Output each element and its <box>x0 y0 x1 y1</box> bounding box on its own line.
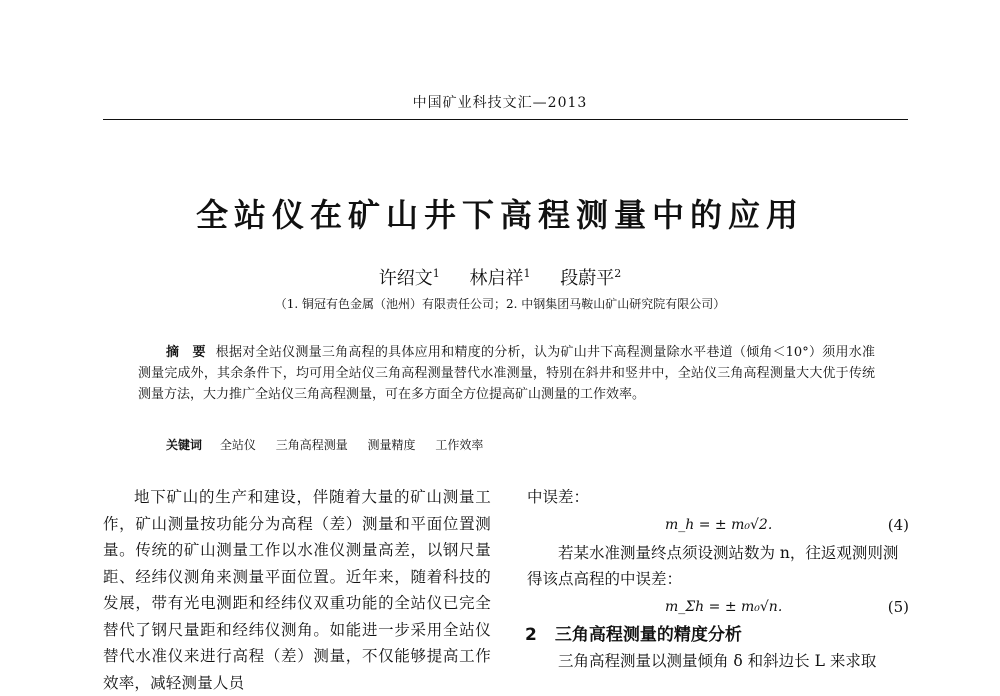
affiliation: （1. 铜冠有色金属（池州）有限责任公司；2. 中钢集团马鞍山矿山研究院有限公司） <box>274 297 726 311</box>
body-paragraph: 地下矿山的生产和建设，伴随着大量的矿山测量工作，矿山测量按功能分为高程（差）测量和平面位置测量。传统的矿山测量工作以水准仪测量高差，以钢尺量距、经纬仪测角来测量平面位置。近年来，随着科技的发展，带有光电测距和经纬仪双重功能的全站仪已完全替代了钢尺量距和经纬仪测角。如能进一步采用全站仪替代水准仪来进行高程（差）测量，不仅能够提高工作效率，减轻测量人员 <box>103 488 491 692</box>
author-2 <box>470 268 531 289</box>
section-number: 2 <box>525 625 537 645</box>
journal-header: 中国矿业科技文汇—2013 <box>412 95 588 111</box>
author-3 <box>560 268 621 289</box>
author-list <box>0 264 1000 290</box>
left-column <box>103 484 491 696</box>
right-column <box>527 484 909 674</box>
keyword: 全站仪 <box>219 438 256 452</box>
section-title: 三角高程测量的精度分析 <box>554 625 742 645</box>
author-name: 许绍文 <box>378 268 433 289</box>
author-affil-mark: 2 <box>614 267 622 280</box>
keywords <box>166 436 499 453</box>
keyword: 三角高程测量 <box>275 438 348 452</box>
equation-formula: m_Σh = ± m₀√n. <box>665 599 783 615</box>
section-heading <box>525 622 909 648</box>
body-paragraph: 若某水准测量终点须设测站数为 n，往返观测则测得该点高程的中误差： <box>527 544 899 588</box>
header-rule <box>103 119 908 120</box>
author-name: 林启祥 <box>469 268 524 289</box>
author-1 <box>379 268 440 289</box>
paper-title: 全站仪在矿山井下高程测量中的应用 <box>195 196 804 234</box>
author-affil-mark: 1 <box>432 267 440 280</box>
abstract <box>138 342 875 405</box>
keyword: 工作效率 <box>435 438 484 452</box>
equation-formula: m_h = ± m₀√2. <box>665 517 773 533</box>
keyword: 测量精度 <box>367 438 416 452</box>
author-name: 段蔚平 <box>560 268 615 289</box>
body-text: 中误差： <box>527 488 590 506</box>
equation-number: (5) <box>887 598 909 616</box>
abstract-label: 摘 要 <box>166 345 206 360</box>
keywords-label: 关键词 <box>166 438 203 452</box>
abstract-text: 根据对全站仪测量三角高程的具体应用和精度的分析，认为矿山井下高程测量除水平巷道（倾角＜10°）须用水准测量完成外，其余条件下，均可用全站仪三角高程测量替代水准测量，特别在斜井和竖井中，全站仪三角高程测量大大优于传统测量方法，大力推广全站仪三角高程测量，可在多方面全方位提高矿山测量的工作效率。 <box>138 345 875 402</box>
equation-5 <box>527 592 909 622</box>
equation-4 <box>527 510 909 540</box>
equation-number: (4) <box>887 516 909 534</box>
author-affil-mark: 1 <box>523 267 531 280</box>
body-paragraph: 三角高程测量以测量倾角 δ 和斜边长 L 来求取 <box>558 652 877 670</box>
